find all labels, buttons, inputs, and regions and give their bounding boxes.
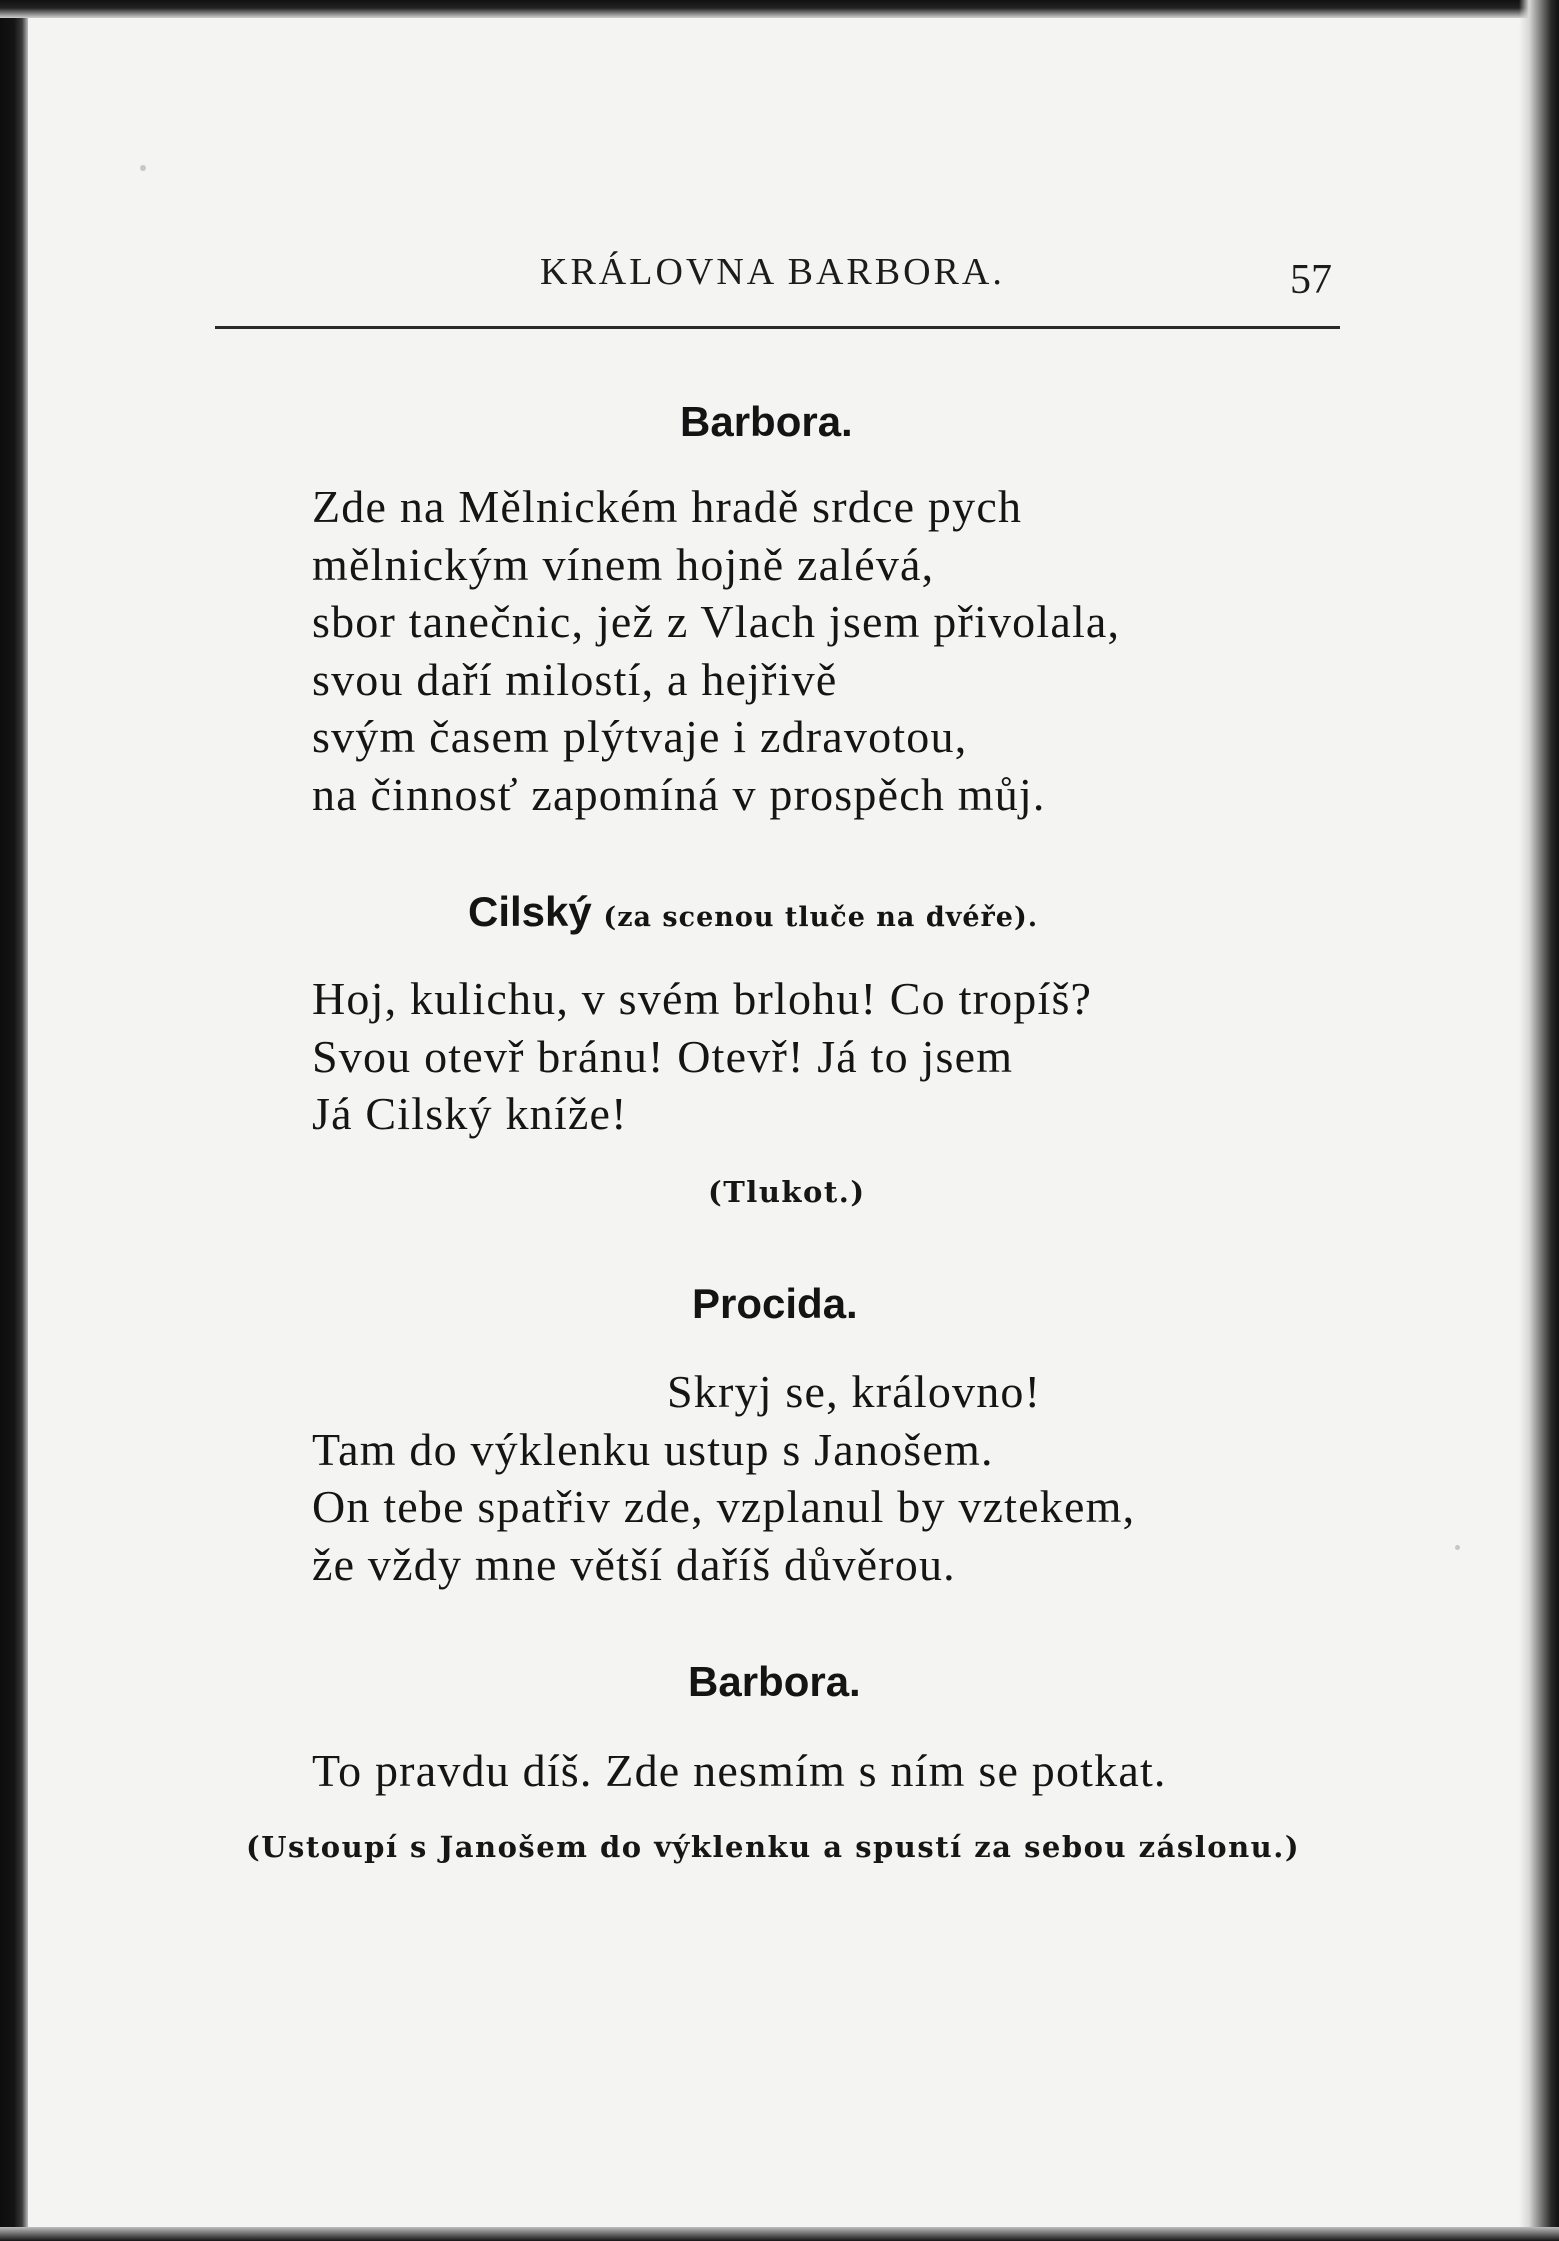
verse-block <box>312 478 1120 823</box>
verse-line: Zde na Mělnickém hradě srdce pych <box>312 481 1023 532</box>
speaker-name: Cilský <box>468 888 592 935</box>
speaker-name: Barbora. <box>688 1658 861 1705</box>
verse-block <box>312 970 1092 1143</box>
book-spine-shadow <box>0 0 28 2241</box>
speaker-name: Procida. <box>692 1280 858 1327</box>
verse-line: svým časem plýtvaje i zdravotou, <box>312 711 968 762</box>
page-number: 57 <box>1290 257 1332 303</box>
running-header <box>0 250 1559 310</box>
right-page-edge <box>1519 0 1559 2241</box>
bottom-page-edge <box>0 2227 1559 2241</box>
verse-line: Skryj se, královno! <box>667 1366 1042 1417</box>
header-rule <box>215 326 1340 329</box>
ink-speck <box>1455 1545 1460 1550</box>
verse-line: To pravdu díš. Zde nesmím s ním se potkat. <box>312 1745 1167 1796</box>
top-page-edge <box>0 0 1559 18</box>
stage-direction: (Tlukot.) <box>708 1175 866 1209</box>
verse-line: svou daří milostí, a hejřivě <box>312 653 838 705</box>
verse-line: Tam do výklenku ustup s Janošem. <box>312 1423 994 1475</box>
ink-speck <box>140 165 146 171</box>
verse-block <box>312 1363 1135 1593</box>
verse-line: Svou otevř bránu! Otevř! Já to jsem <box>312 1030 1014 1082</box>
verse-line: sbor tanečnic, jež z Vlach jsem přivolala, <box>312 596 1121 647</box>
speaker-name: Barbora. <box>680 398 853 445</box>
running-title: KRÁLOVNA BARBORA. <box>540 251 1005 293</box>
stage-direction: (Ustoupí s Janošem do výklenku a spustí za sebou záslonu.) <box>246 1830 1301 1864</box>
verse-block <box>312 1742 1167 1800</box>
speaker-heading <box>468 888 1038 936</box>
verse-line: na činnosť zapomíná v prospěch můj. <box>312 768 1046 820</box>
verse-line: že vždy mne větší daříš důvěrou. <box>312 1538 956 1590</box>
verse-line: mělnickým vínem hojně zalévá, <box>312 538 935 590</box>
verse-line: Hoj, kulichu, v svém brlohu! Co tropíš? <box>312 973 1093 1024</box>
verse-line: On tebe spatřiv zde, vzplanul by vztekem, <box>312 1481 1136 1532</box>
verse-line: Já Cilský kníže! <box>312 1088 628 1139</box>
stage-direction-inline: (za scenou tluče na dvéře). <box>603 902 1039 933</box>
